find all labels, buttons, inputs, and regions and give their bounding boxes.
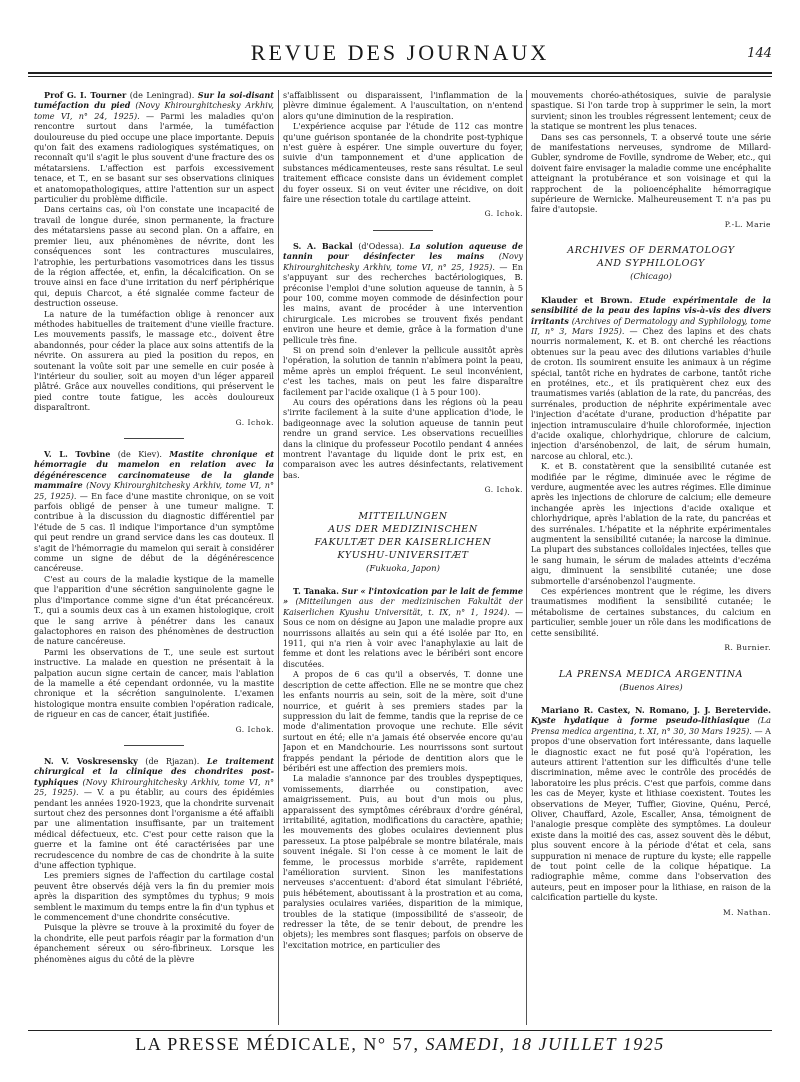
article-paragraph: La maladie s'annonce par des troubles dyspeptiques, vomissements, diarrhée ou constipation, avec amaigrissement. Puis, au bout d'un mois ou plus, apparaissent des symptômes cérébraux d'ordre général, irritabilité, agitation, modifications du caractère, apathie; les mouvements des globes oculaires deviennent plus paresseux. La ptose palpébrale se montre bilatérale, mais souvent inégale. Si l'on cesse à ce moment le lait de femme, le processus morbide s'arrête, rapidement l'amélioration survient. Sinon les manifestations nerveuses s'accentuent: d'abord état simulant l'ébriété, puis hébétement, aboutissant à la prostration et au coma, paralysies oculaires variées, disparition de la mimique, troubles de la statique (impossibilité de s'asseoir, de redresser la tête, de se tenir debout, de prendre les objets); les membres sont flasques; parfois on observe de l'excitation motrice, en particulier des: [283, 773, 523, 950]
section-heading-line: AUS DER MEDIZINISCHEN: [328, 523, 478, 535]
footer-journal: LA PRESSE MÉDICALE,: [135, 1034, 358, 1054]
article-paragraph: Dans certains cas, où l'on constate une incapacité de travail de longue durée, sinon permanente, la fracture des métatarsiens passe au second plan. On a affaire, en premier lieu, aux phénomènes de névrite, dont les conséquences sont les contractures musculaires, l'atrophie, les perturbations vasomotrices dans les tissus de la région affectée, et, enfin, la décalcification. On se trouve ainsi en face d'une irritation du nerf périphérique qui, depuis Charcot, a été signalée comme facteur de destruction osseuse.: [34, 204, 274, 309]
article-tovbine: [34, 449, 274, 735]
article-voskresensky: [34, 756, 274, 964]
article-author: T. Tanaka.: [293, 586, 339, 597]
article-head: [283, 586, 523, 669]
article-paragraph: A propos de 6 cas qu'il a observés, T. donne une description de cette affection. Elle ne se montre que chez les enfants nourris au sein, soit de la mère, soit d'une nourrice, et guérit à ses premiers stades par la suppression du lait de femme, tandis que la reprise de ce mode d'alimentation provoque une rechute. Elle sévit surtout en été; elle n'a jamais été observée encore qu'au Japon et en Mandchourie. Les nourrissons sont surtout frappés pendant la période de dentition alors que le béribéri est une affection des premiers mois.: [283, 669, 523, 773]
article-place: (de Kiev).: [117, 449, 162, 459]
article-reference: (Novy Khirourghitchesky Arkhiv, tome VI, n° 25, 1925).: [34, 776, 274, 798]
article-reference: (Archives of Dermatology and Syphilology, tome II, n° 3, Mars 1925).: [531, 315, 771, 336]
section-heading-kyushu: [283, 510, 523, 562]
article-signature: G. Ichok.: [235, 417, 274, 427]
page-footer: [28, 1034, 772, 1055]
article-separator: [373, 230, 433, 231]
article-tanaka-continued: [531, 90, 771, 230]
article-paragraph: — Sous ce nom on désigne au Japon une maladie propre aux nourrissons allaités au sein qui a été isolée par Ito, en 1911, qui n'a rien à voir avec l'anaphylaxie au lait de femme et dont les relations avec le béribéri sont encore discutées.: [283, 606, 523, 669]
section-heading-line: LA PRENSA MEDICA ARGENTINA: [558, 668, 744, 680]
article-signature: P.-L. Marie: [724, 219, 771, 229]
column-divider-2: [526, 90, 527, 1025]
article-paragraph: Si on prend soin d'enlever la pellicule aussitôt après l'opération, la solution de tannin n'abîmera point la peau, même après un emploi fréquent. Le seul inconvénient, c'est les taches, mais on peut les faire disparaître facilement par l'acide oxalique (1 à 5 pour 100).: [283, 344, 523, 397]
header-rule: [28, 72, 772, 74]
article-paragraph: s'affaiblissent ou disparaissent, l'inflammation de la plèvre diminue également. A l'auscultation, on n'entend alors qu'une diminution de la respiration.: [283, 90, 523, 121]
section-heading-line: MITTEILUNGEN: [358, 510, 448, 522]
article-author: S. A. Backal: [293, 240, 353, 251]
article-title: Le traitement chirurgical et la clinique des chondrites post-typhiques: [34, 755, 274, 787]
article-paragraph: — Chez des lapins et des chats nourris normalement, K. et B. ont cherché les réactions obtenues sur la peau avec des dilutions variables d'huile de croton. Ils soumirent ensuite les animaux à un régime spécial, tantôt riche en hydrates de carbone, tantôt riche en protéines, etc., et ils pratiquèrent chez eux des traumatismes variés (ablation de la rate, du pancréas, des surrénales, production de néphrite expérimentale avec l'injection d'acétate d'urane, production d'hépatite par injection intramusculaire d'huile chloroformée, injection d'acide oxalique, chlorhydrique, chlorure de calcium, injection d'arsénobenzol, de lait, de sérum humain, narcose au chloral, etc.).: [531, 325, 771, 461]
article-title: Sur la soi-disant tuméfaction du pied: [34, 90, 274, 111]
article-paragraph: La nature de la tuméfaction oblige à renoncer aux méthodes habituelles de traitement d'une vieille fracture. Les mouvements passifs, le massage etc., doivent être abandonnés, pour céder la place aux soins attentifs de la névrite. On assurera au pied la position du repos, en soutenant la voûte soit par une semelle en cuir posée à l'intérieur du soulier, soit au moyen d'un léger appareil plâtré. Grâce aux nouvelles conditions, qui préservent le pied contre toute fatigue, les accès douloureux disparaîtront.: [34, 308, 274, 413]
section-heading-line: FAKULTÆT DER KAISERLICHEN: [314, 536, 492, 548]
section-location: (Chicago): [630, 272, 672, 283]
article-paragraph: Ces expériences montrent que le régime, les divers traumatismes modifient la sensibilité cutanée; le métabolisme de certaines substances, du calcium en particulier, semble jouer un rôle dans les modifications de cette sensibilité.: [531, 586, 771, 638]
article-paragraph: Puisque la plèvre se trouve à la proximité du foyer de la chondrite, elle peut parfois réagir par la formation d'un épanchement séreux ou séro-fibrineux. Lorsque les phénomènes aigus du côté de la plèvre: [34, 922, 274, 964]
article-author: Klauder et Brown.: [541, 294, 633, 305]
article-place: (de Leningrad).: [129, 90, 195, 100]
article-castex: [531, 705, 771, 918]
article-place: (d'Odessa).: [358, 240, 405, 251]
article-paragraph: L'expérience acquise par l'étude de 112 cas montre qu'une guérison spontanée de la chondrite post-typhique n'est guère à espérer. Une simple ouverture du foyer, suivie d'un tamponnement et d'une application de substances médicamenteuses, reste sans résultat. Le seul traitement efficace consiste dans un évidement complet du foyer osseux. Si on veut éviter une récidive, on doit faire une résection totale du cartilage atteint.: [283, 121, 523, 205]
article-paragraph: — En s'appuyant sur des recherches bactériologiques, B. préconise l'emploi d'une solution aqueuse de tannin, à 5 pour 100, comme moyen commode de désinfection pour les mains, avant de procéder à une intervention chirurgicale. Les microbes se trouvent fixés pendant environ une heure et demie, grâce à la formation d'une pellicule très fine.: [283, 261, 523, 345]
article-signature: R. Burnier.: [724, 643, 771, 653]
article-reference: (Novy Khirourghitchesky Arkhiv, tome VI, n° 25, 1925).: [283, 251, 523, 272]
article-voskresensky-continued: [283, 90, 523, 220]
article-klauder-brown: [531, 295, 771, 654]
article-author: Mariano R. Castex, N. Romano, J. J. Beretervide.: [541, 704, 771, 715]
article-head: [531, 295, 771, 462]
article-reference: (La Prensa medica argentina, t. XI, n° 30, 30 Mars 1925).: [531, 715, 771, 736]
page-number: 144: [747, 46, 772, 61]
column-1: [34, 90, 274, 1025]
article-author: N. V. Voskresensky: [44, 755, 138, 766]
article-signature: G. Ichok.: [484, 485, 523, 495]
article-paragraph: Les premiers signes de l'affection du cartilage costal peuvent être observés déjà vers la fin du premier mois après la disparition des symptômes du typhus; 9 mois semblent le maximum du temps entre la fin d'un typhus et le commencement d'une chondrite consécutive.: [34, 870, 274, 923]
article-paragraph: — A propos d'une observation fort intéressante, dans laquelle le diagnostic exact ne fut posé qu'à l'opération, les auteurs attirent l'attention sur les difficultés d'une telle discrimination, même avec le contrôle des procédés de laboratoire les plus précis. C'est que parfois, comme dans les cas de Meyer, kyste et lithiase coexistent. Toutes les observations de Meyer, Tuffier, Giovine, Quénu, Percé, Oliver, Chauffard, Azole, Escaller, Ansa, témoignent de l'analogie presque complète des symptômes. La douleur existe dans la moitié des cas, assez souvent dès le début, plus souvent encore à la période d'état et cela, sans suppuration ni menace de rupture du kyste; elle rappelle de tout point celle de la colique hépatique. La radiographie même, comme dans l'observation des auteurs, peut en imposer pour la lithiase, en raison de la calcification partielle du kyste.: [531, 725, 771, 903]
section-heading-prensa: [531, 668, 771, 681]
section-location: (Fukuoka, Japon): [366, 563, 440, 574]
page-header: [28, 40, 772, 70]
section-heading-archives: [531, 244, 771, 270]
article-separator: [124, 438, 184, 439]
column-divider-1: [278, 90, 279, 1025]
article-signature: G. Ichok.: [235, 724, 274, 734]
article-head: [531, 705, 771, 903]
section-heading-line: ARCHIVES OF DERMATOLOGY: [567, 245, 735, 257]
article-title: Sur « l'intoxication par le lait de femme »: [283, 586, 523, 607]
article-signature: G. Ichok.: [484, 209, 523, 219]
article-paragraph: — En face d'une mastite chronique, on se voit parfois obligé de penser à une tumeur maligne. T. contribue à la discussion du diagnostic différentiel par l'étude de 5 cas. Il indique l'importance d'un symptôme qui peut rendre un grand service dans les cas douteux. Il s'agit de l'hémorragie du mamelon qui serait à considérer comme un signe de début de la dégénérescence cancéreuse.: [34, 490, 274, 574]
page-title: REVUE DES JOURNAUX: [250, 40, 550, 65]
article-signature: M. Nathan.: [722, 907, 771, 917]
article-paragraph: — V. a pu établir, au cours des épidémies pendant les années 1920-1923, que la chondrite survenait surtout chez des personnes dont l'organisme a été affaibli par une alimentation insuffisante, par un traitement médical défectueux, etc. C'est pour cette raison que la guerre et la famine ont été caractérisées par une recrudescence du nombre de cas de chondrite à la suite d'une affection typhique.: [34, 787, 274, 871]
article-backal: [283, 241, 523, 496]
article-head: [283, 241, 523, 345]
footer-rule: [28, 1030, 772, 1031]
header-rule-thin: [28, 76, 772, 77]
article-paragraph: Dans ses cas personnels, T. a observé toute une série de manifestations nerveuses, syndrome de Millard-Gubler, syndrome de Foville, syndrome de Weber, etc., qui doivent faire envisager la maladie comme une encéphalite atteignant la protubérance et son voisinage et qui la rapprochent de la polioencéphalite hémorragique supérieure de Wernicke. Malheureusement T. n'a pas pu faire d'autopsie.: [531, 131, 771, 215]
article-reference: (Mitteilungen aus der medizinischen Fakultät der Kaiserlichen Kyushu Universität, t. IX, n° 1, 1924).: [283, 596, 523, 617]
article-title: La solution aqueuse de tannin pour désinfecter les mains: [283, 240, 523, 262]
article-paragraph: Parmi les observations de T., une seule est surtout instructive. La malade en question ne présentait à la palpation aucun signe certain de cancer, mais l'ablation de la mamelle a été cependant ordonnée, vu la mastite chronique et la sécrétion sanguinolente. L'examen histologique montra ensuite combien l'opération radicale, de rigueur en cas de cancer, était justifiée.: [34, 646, 274, 720]
article-author: Prof G. I. Tourner: [44, 90, 127, 100]
article-paragraph: C'est au cours de la maladie kystique de la mamelle que l'apparition d'une sécrétion sanguinolente gagne le plus d'importance comme signe d'un état précancéreux. T., qui a soumis deux cas à un examen histologique, croit que le sang arrive à pénétrer dans les canaux galactophores en raison des phénomènes de destruction de nature cancéreuse.: [34, 573, 274, 647]
column-2: [283, 90, 523, 1025]
footer-date: SAMEDI, 18 JUILLET 1925: [425, 1034, 665, 1054]
article-paragraph: K. et B. constatèrent que la sensibilité cutanée est modifiée par le régime, diminuée avec le régime de verdure, augmentée avec les autres régimes. Elle diminue après les injections de chlorure de calcium; elle demeure inchangée après les injections d'acide oxalique et chlorhydrique, après l'ablation de la rate, du pancréas et des surrénales. L'hépatite et la néphrite expérimentales augmentent la sensibilité cutanée; la narcose la diminue. La plupart des substances colloïdales injectées, telles que le sang humain, le sérum de malades atteints d'eczéma aigu, diminuent la sensibilité cutanée; une dose submortelle d'arsénobenzol l'augmente.: [531, 461, 771, 586]
section-location: (Buenos Aires): [619, 682, 683, 693]
article-title: Kyste hydatique à forme pseudo-lithiasique: [531, 715, 750, 726]
article-reference: (Novy Khirourghitchesky Arkhiv, tome VI, n° 25, 1925).: [34, 480, 274, 501]
section-heading-line: KYUSHU-UNIVERSITÆT: [337, 549, 469, 561]
section-heading-line: AND SYPHILOLOGY: [597, 258, 705, 270]
article-place: (de Rjazan).: [145, 755, 200, 766]
article-head: [34, 90, 274, 204]
article-author: V. L. Tovbine: [44, 449, 111, 459]
article-paragraph: Au cours des opérations dans les régions où la peau s'irrite facilement à la suite d'une application d'iode, le badigeonnage avec la solution aqueuse de tannin peut rendre un grand service. Les observations recueillies dans la clinique du professeur Pocotilo pendant 4 années montrent l'avantage du liquide dont le prix est, en comparaison avec les autres désinfectants, relativement bas.: [283, 396, 523, 480]
article-paragraph: — Parmi les maladies qu'on rencontre surtout dans l'armée, la tuméfaction douloureuse du pied occupe une place importante. Depuis qu'on fait des examens radiologiques systématiques, on reconnaît qu'il s'agit le plus souvent d'une fracture des os métatarsiens. L'affection est parfois excessivement tenace, et T., en se basant sur ses observations cliniques et anatomopathologiques, attire l'attention sur un aspect particulier du problème difficile.: [34, 110, 274, 205]
article-head: [34, 756, 274, 870]
article-title: Mastite chronique et hémorragie du mamelon en relation avec la dégénérescence carcinomateuse de la glande mammaire: [34, 449, 274, 491]
article-title: Etude expérimentale de la sensibilité de la peau des lapins vis-à-vis des divers irritants: [531, 294, 771, 326]
article-head: [34, 449, 274, 574]
footer-number: N° 57,: [363, 1034, 420, 1054]
article-reference: (Novy Khirourghitchesky Arkhiv, tome VI, n° 24, 1925).: [34, 100, 274, 121]
column-3: [531, 90, 771, 1025]
article-paragraph: mouvements choréo-athétosiques, suivie de paralysie spastique. Si l'on tarde trop à supprimer le sein, la mort survient; sinon les troubles régressent lentement; ceux de la statique se montrent les plus tenaces.: [531, 90, 771, 132]
article-tanaka: [283, 586, 523, 950]
article-separator: [124, 745, 184, 746]
article-tourner: [34, 90, 274, 428]
